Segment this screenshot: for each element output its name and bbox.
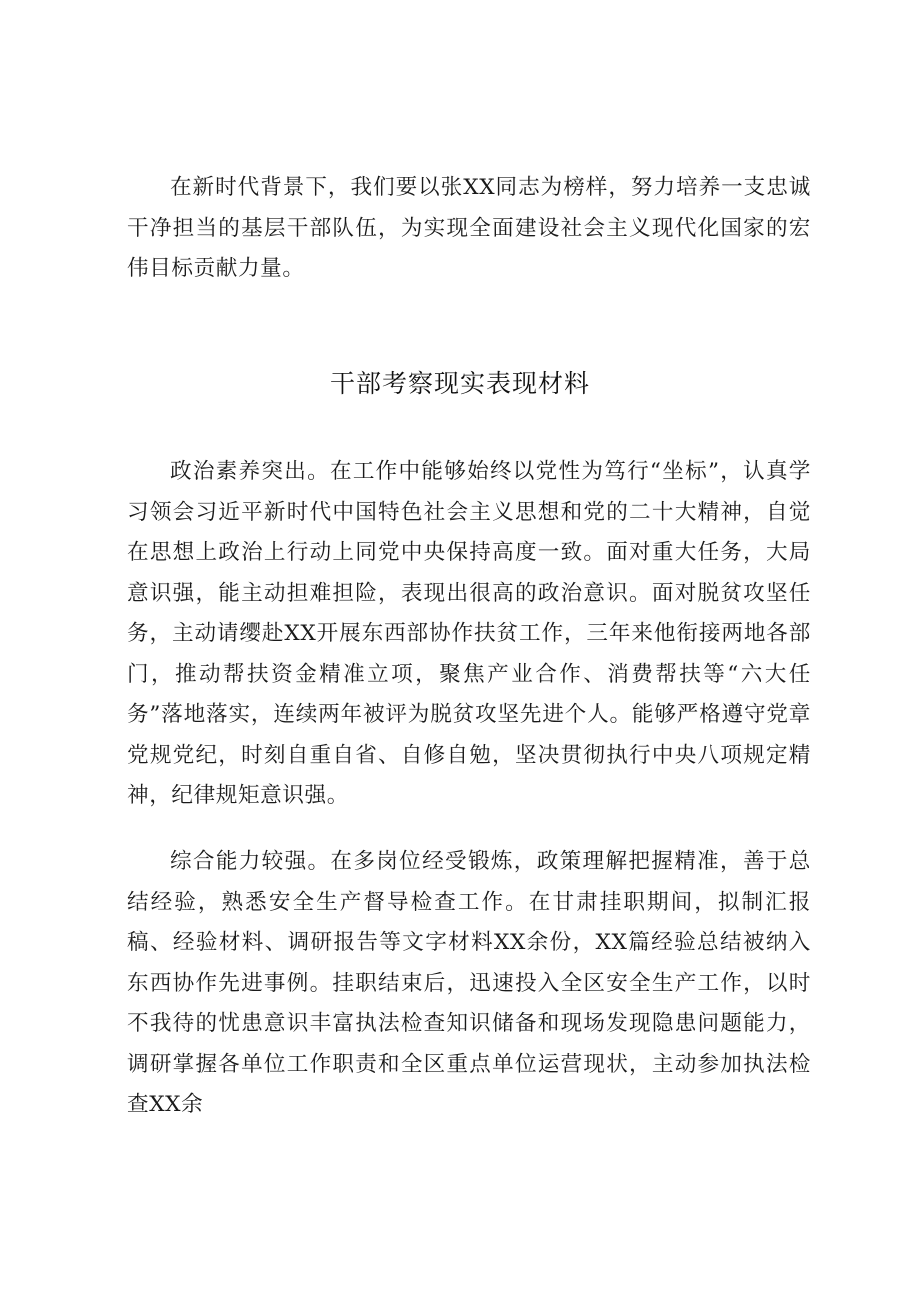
paragraph-political-quality: 政治素养突出。在工作中能够始终以党性为笃行“坐标”，认真学习领会习近平新时代中国特色社会主义思想和党的二十大精神，自觉在思想上政治上行动上同党中央保持高度一致。面对重大任务，大局意识强，能主动担难担险，表现出很高的政治意识。面对脱贫攻坚任务，主动请缨赴XX开展东西部协作扶贫工作，三年来他衔接两地各部门，推动帮扶资金精准立项，聚焦产业合作、消费帮扶等“六大任务”落地落实，连续两年被评为脱贫攻坚先进个人。能够严格遵守党章党规党纪，时刻自重自省、自修自勉，坚决贯彻执行中央八项规定精神，纪律规矩意识强。: [127, 459, 811, 808]
paragraph-comprehensive-ability: 综合能力较强。在多岗位经受锻炼，政策理解把握精准，善于总结经验，熟悉安全生产督导检查工作。在甘肃挂职期间，拟制汇报稿、经验材料、调研报告等文字材料XX余份，XX篇经验总结被纳入东西协作先进事例。挂职结束后，迅速投入全区安全生产工作，以时不我待的忧患意识丰富执法检查知识储备和现场发现隐患问题能力，调研掌握各单位工作职责和全区重点单位运营现状，主动参加执法检查XX余: [127, 849, 811, 1117]
section-title: 干部考察现实表现材料: [329, 369, 590, 398]
intro-paragraph: 在新时代背景下，我们要以张XX同志为榜样，努力培养一支忠诚干净担当的基层干部队伍，为实现全面建设社会主义现代化国家的宏伟目标贡献力量。: [127, 175, 811, 281]
